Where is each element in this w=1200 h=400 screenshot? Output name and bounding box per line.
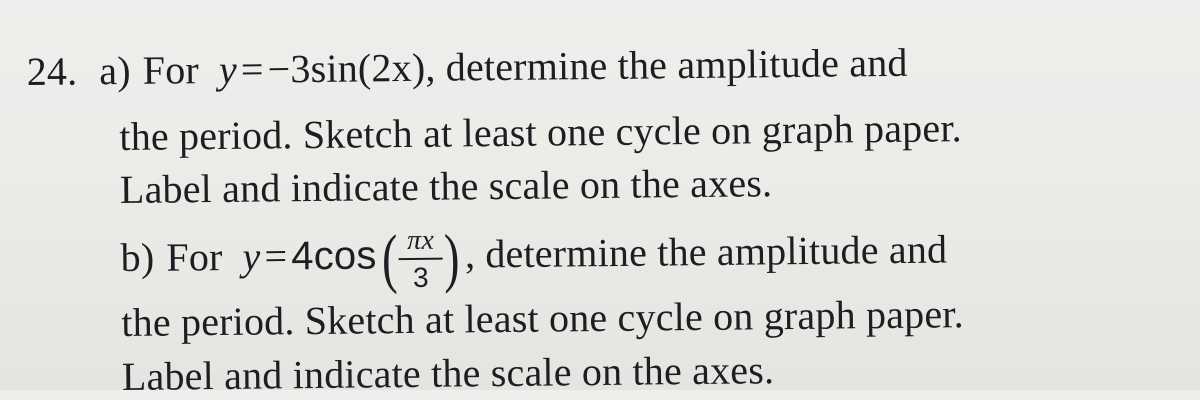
part-a-label: a) — [99, 47, 131, 94]
part-a-equation-rhs: −3sin(2x) — [267, 44, 426, 92]
part-b-fraction-group — [378, 221, 463, 296]
fraction — [398, 226, 443, 291]
question-number: 24. — [26, 48, 78, 94]
part-a-line-2: the period. Sketch at least one cycle on graph paper. — [119, 105, 963, 160]
part-a-line-3: Label and indicate the scale on the axes. — [119, 160, 773, 213]
part-b-label: b) — [120, 234, 155, 281]
part-b-line-3: Label and indicate the scale on the axes. — [121, 347, 775, 400]
right-paren: ) — [443, 221, 461, 295]
left-paren: ( — [381, 222, 398, 296]
part-b-for-word: For — [166, 234, 223, 280]
fraction-denominator: 3 — [412, 261, 430, 293]
part-a-equals: = — [240, 46, 264, 92]
part-b-equals: = — [264, 233, 288, 279]
part-a-line-1 — [26, 39, 908, 94]
part-b-line-1 — [120, 220, 947, 295]
part-b-equation-lhs: y — [242, 233, 261, 279]
part-b-function: 4cos — [291, 233, 377, 279]
part-a-instruction: , determine the amplitude and — [425, 39, 908, 90]
part-a-equation-lhs: y — [218, 46, 238, 92]
fraction-numerator: πx — [406, 224, 435, 256]
part-a-for-word: For — [142, 47, 200, 93]
part-b-instruction: , determine the amplitude and — [464, 226, 948, 277]
part-b-line-2: the period. Sketch at least one cycle on graph paper. — [121, 291, 965, 346]
